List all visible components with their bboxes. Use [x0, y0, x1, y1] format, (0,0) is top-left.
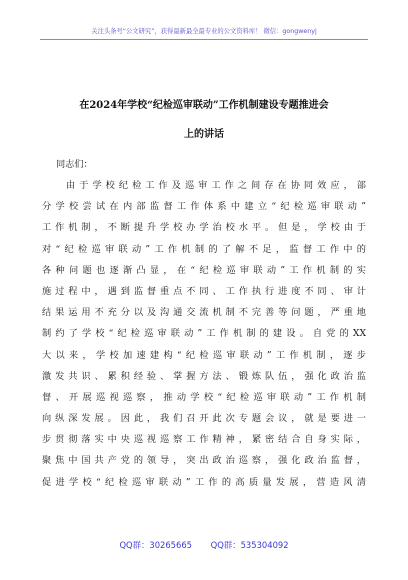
body-line: 分学校尝试在内部监督工作体系中建立“纪检巡审联动” [42, 201, 366, 213]
body-line: 由于学校纪检工作及巡审工作之间存在协同效应，部 [66, 180, 366, 191]
body-text [42, 175, 366, 493]
body-line: 对“纪检巡审联动”工作机制的了解不足，监督工作中的 [42, 243, 366, 255]
header-divider [40, 39, 368, 40]
body-line: 各种问题也逐渐凸显，在“纪检巡审联动”工作机制的实 [42, 264, 366, 276]
body-line: 大以来，学校加速建构“纪检巡审联动”工作机制，逐步 [42, 349, 366, 361]
body-line: 聚焦中国共产党的领导，突出政治巡察，强化政治监督， [42, 455, 366, 467]
body-line: 激发共识、累积经验、掌握方法、锻炼队伍，强化政治监 [42, 370, 366, 382]
body-line: 向纵深发展。因此，我们召开此次专题会议，就是要进一 [42, 413, 366, 425]
promo-header: 关注头条号“公文研究”，获得最新最全最专业的公文资料库！ 微信：gongwenyj [91, 28, 317, 35]
body-line: 督、开展巡视巡察，推动学校“纪检巡审联动”工作机制 [42, 391, 366, 403]
body-line: 步贯彻落实中央巡视巡察工作精神，紧密结合自身实际， [42, 434, 366, 446]
qq-group-1: QQ群：30265665 [119, 540, 192, 550]
promo-footer [0, 539, 408, 551]
body-line: 结果运用不充分以及沟通交流机制不完善等问题，严重地 [42, 307, 366, 319]
document-subtitle: 上的讲话 [184, 129, 224, 140]
salutation: 同志们： [56, 159, 93, 170]
body-line: 施过程中，遇到监督重点不同、工作执行进度不同、审计 [42, 285, 366, 297]
body-line: 工作机制，不断提升学校办学治校水平。但是，学校由于 [42, 222, 366, 234]
body-line: 促进学校“纪检巡审联动”工作的高质量发展，营造风清 [42, 476, 366, 488]
body-line: 制约了学校“纪检巡审联动”工作机制的建设。自党的XX [42, 328, 366, 340]
qq-group-2: QQ群：535304092 [210, 540, 289, 550]
document-title: 在2024年学校“纪检巡审联动”工作机制建设专题推进会 [79, 100, 329, 111]
